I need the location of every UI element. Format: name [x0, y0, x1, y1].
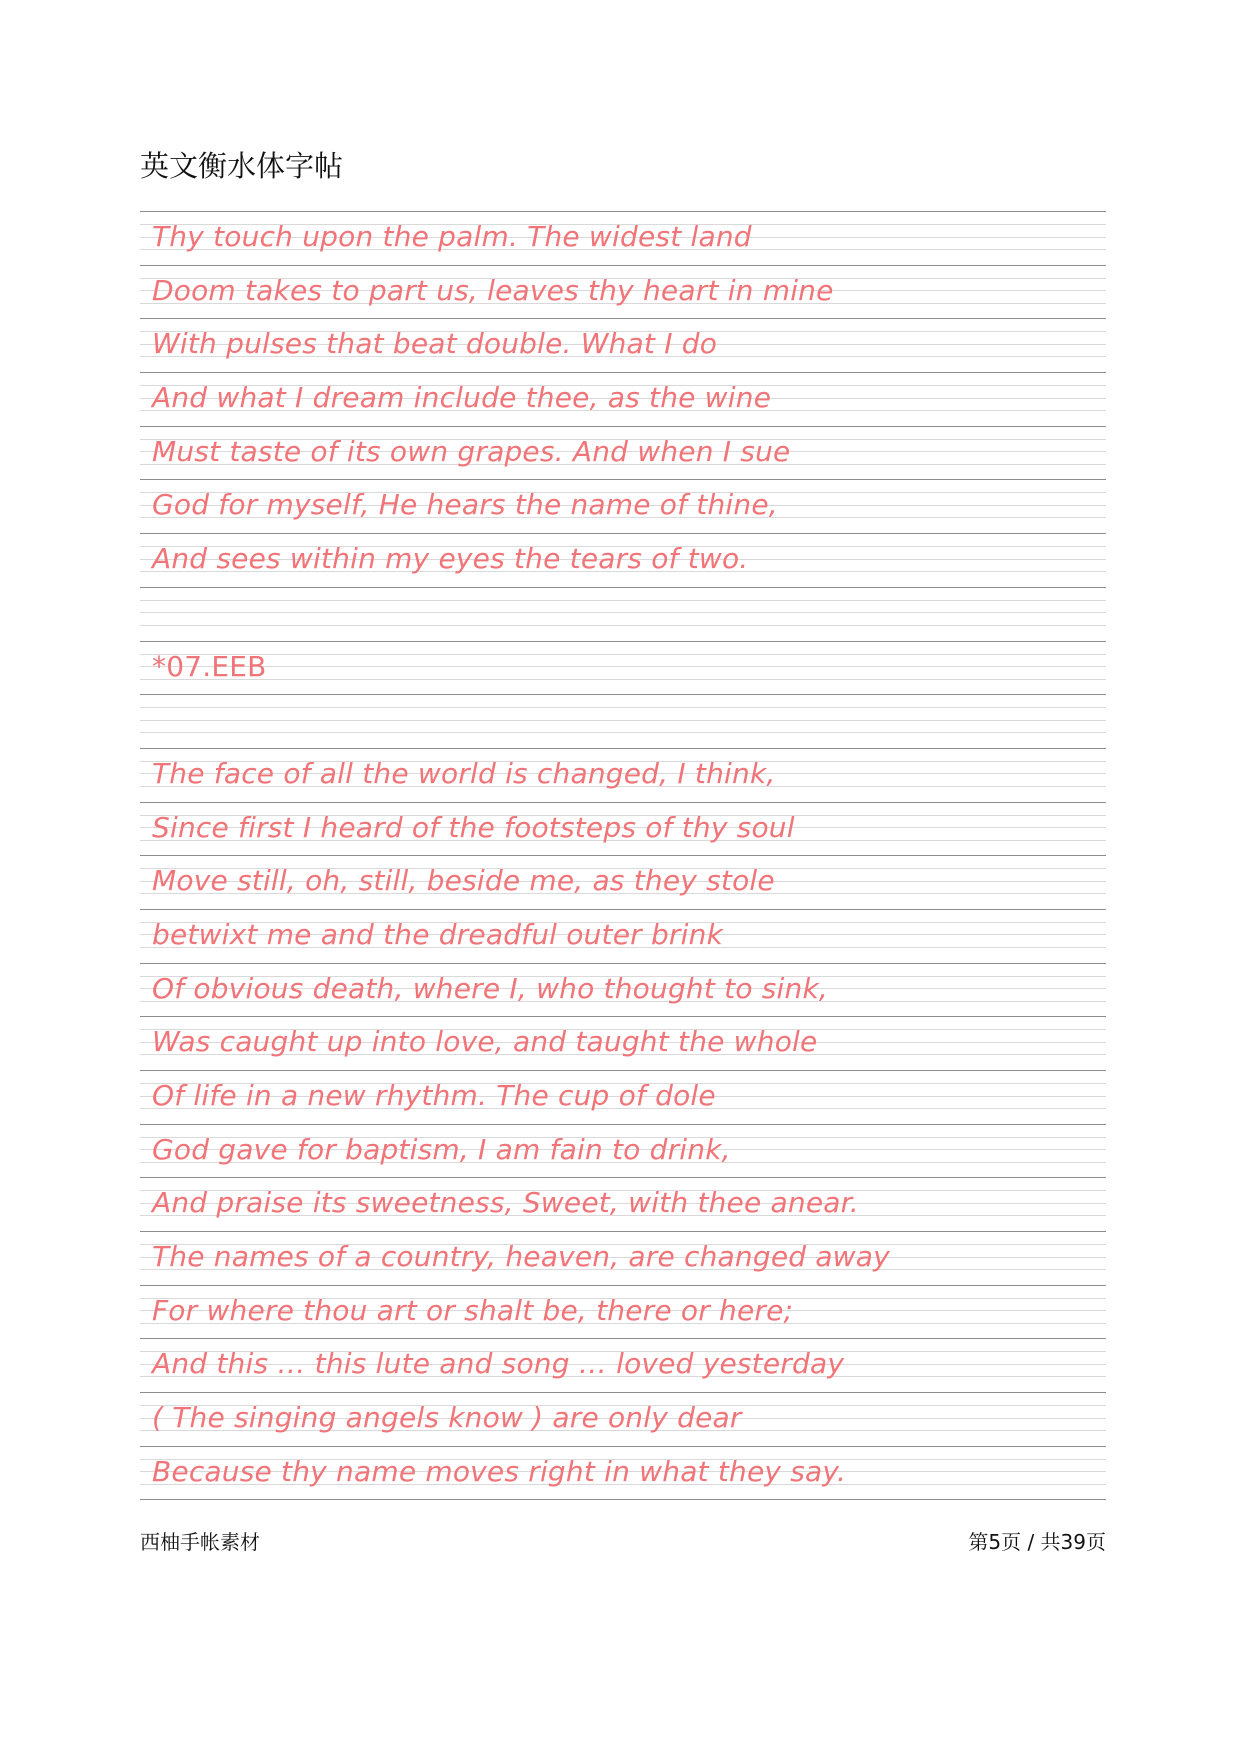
copybook-line	[140, 641, 1106, 695]
copybook-line	[140, 909, 1106, 963]
copy-text: Doom takes to part us, leaves thy heart in mine	[152, 273, 834, 307]
copybook-line	[140, 855, 1106, 909]
footer-source: 西柚手帐素材	[140, 1530, 260, 1554]
copybook-line	[140, 533, 1106, 587]
copy-text: Must taste of its own grapes. And when I sue	[152, 434, 791, 468]
guide-line	[140, 600, 1106, 601]
guide-line	[140, 720, 1106, 721]
copybook-line	[140, 372, 1106, 426]
copy-text: Because thy name moves right in what they say.	[152, 1454, 847, 1488]
copy-text: Thy touch upon the palm. The widest land	[152, 220, 752, 253]
copybook-line	[140, 1177, 1106, 1231]
guide-line	[140, 612, 1106, 613]
copy-text: Move still, oh, still, beside me, as they stole	[152, 864, 775, 898]
copybook-line	[140, 1392, 1106, 1446]
copy-text: Was caught up into love, and taught the whole	[152, 1025, 818, 1059]
copy-text: The face of all the world is changed, I think,	[152, 756, 776, 790]
page-number: 第5页 / 共39页	[968, 1530, 1106, 1554]
copy-text: God gave for baptism, I am fain to drink,	[152, 1132, 731, 1166]
copybook-line	[140, 318, 1106, 372]
copybook-line	[140, 426, 1106, 480]
copy-text: ( The singing angels know ) are only dear	[152, 1401, 742, 1435]
copybook-line	[140, 1070, 1106, 1124]
guide-line	[140, 732, 1106, 733]
copy-text: And praise its sweetness, Sweet, with thee anear.	[152, 1186, 859, 1220]
copy-text: betwixt me and the dreadful outer brink	[152, 917, 723, 951]
poem-number-heading: *07.EEB	[152, 649, 267, 683]
guide-line	[140, 679, 1106, 680]
guide-line	[140, 666, 1106, 667]
guide-line	[140, 654, 1106, 655]
page-title: 英文衡水体字帖	[140, 149, 344, 183]
copy-text: Of life in a new rhythm. The cup of dole	[152, 1079, 716, 1112]
copybook-line	[140, 1231, 1106, 1285]
guide-line	[140, 707, 1106, 708]
copybook-line	[140, 211, 1106, 265]
copybook-line	[140, 1446, 1106, 1500]
copybook-lines	[140, 211, 1106, 1500]
copy-text: And what I dream include thee, as the wine	[152, 381, 772, 415]
copybook-line	[140, 1016, 1106, 1070]
copy-text: Since first I heard of the footsteps of thy soul	[152, 810, 795, 844]
copybook-line	[140, 479, 1106, 533]
guide-line	[140, 625, 1106, 626]
copybook-line	[140, 748, 1106, 802]
copybook-line	[140, 802, 1106, 856]
copy-text: And this … this lute and song … loved yesterday	[152, 1347, 845, 1381]
copy-text: God for myself, He hears the name of thine,	[152, 488, 778, 522]
copybook-line	[140, 694, 1106, 748]
copy-text: The names of a country, heaven, are changed away	[152, 1240, 890, 1274]
copy-text: With pulses that beat double. What I do	[152, 327, 718, 361]
copybook-line	[140, 1124, 1106, 1178]
copy-text: And sees within my eyes the tears of two.	[152, 542, 749, 576]
copy-text: For where thou art or shalt be, there or here;	[152, 1293, 794, 1327]
copybook-line	[140, 963, 1106, 1017]
copybook-line	[140, 1338, 1106, 1392]
copybook-line	[140, 587, 1106, 641]
copybook-line	[140, 1285, 1106, 1339]
copy-text: Of obvious death, where I, who thought to sink,	[152, 971, 828, 1005]
copybook-line	[140, 265, 1106, 319]
